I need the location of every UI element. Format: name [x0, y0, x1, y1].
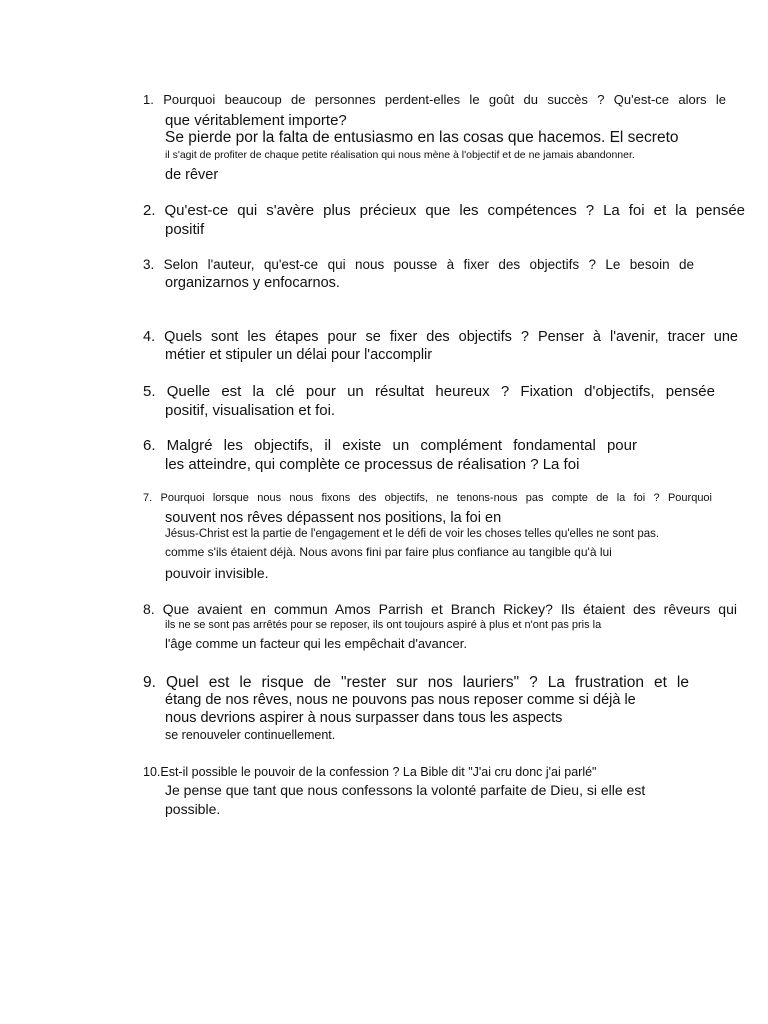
- answer-1-line-3: de rêver: [165, 167, 219, 183]
- question-5-line-1: 5. Quelle est la clé pour un résultat heureux ? Fixation d'objectifs, pensée: [143, 383, 715, 400]
- answer-10-line-2: possible.: [165, 801, 221, 817]
- answer-9-line-2: nous devrions aspirer à nous surpasser dans tous les aspects: [165, 710, 563, 726]
- answer-8-line-1: ils ne se sont pas arrêtés pour se reposer, ils ont toujours aspiré à plus et n'ont pas pris la: [165, 619, 602, 631]
- answer-9-line-3: se renouveler continuellement.: [165, 728, 336, 742]
- question-1-line-1: 1. Pourquoi beaucoup de personnes perdent-elles le goût du succès ? Qu'est-ce alors le: [143, 92, 726, 107]
- question-7-line-1: 7. Pourquoi lorsque nous nous fixons des objectifs, ne tenons-nous pas compte de la foi ? Pourquoi: [143, 492, 712, 504]
- question-6-line-1: 6. Malgré les objectifs, il existe un complément fondamental pour: [143, 437, 637, 454]
- question-1-line-2: que véritablement importe?: [165, 112, 347, 129]
- question-10-line-1: 10.Est-il possible le pouvoir de la confession ? La Bible dit "J'ai cru donc j'ai parlé": [143, 765, 597, 779]
- question-8-line-1: 8. Que avaient en commun Amos Parrish et Branch Rickey? Ils étaient des rêveurs qui: [143, 601, 737, 617]
- question-3-line-2: organizarnos y enfocarnos.: [165, 275, 340, 291]
- question-5-line-2: positif, visualisation et foi.: [165, 402, 336, 419]
- answer-8-line-2: l'âge comme un facteur qui les empêchait d'avancer.: [165, 636, 467, 651]
- answer-7-line-1: souvent nos rêves dépassent nos positions, la foi en: [165, 510, 502, 526]
- answer-7-line-2: Jésus-Christ est la partie de l'engagement et le défi de voir les choses telles qu'elles ne sont pas.: [165, 528, 660, 540]
- question-2-line-1: 2. Qu'est-ce qui s'avère plus précieux que les compétences ? La foi et la pensée: [143, 202, 745, 219]
- answer-7-line-4: pouvoir invisible.: [165, 565, 269, 581]
- answer-1-line-2: il s'agit de profiter de chaque petite réalisation qui nous mène à l'objectif et de ne jamais abandonner.: [165, 149, 635, 161]
- question-4-line-2: métier et stipuler un délai pour l'accomplir: [165, 347, 433, 363]
- question-3-line-1: 3. Selon l'auteur, qu'est-ce qui nous pousse à fixer des objectifs ? Le besoin de: [143, 257, 694, 272]
- answer-7-line-3: comme s'ils étaient déjà. Nous avons fini par faire plus confiance au tangible qu'à lui: [165, 545, 612, 559]
- question-9-line-1: 9. Quel est le risque de "rester sur nos lauriers" ? La frustration et le: [143, 674, 689, 691]
- question-4-line-1: 4. Quels sont les étapes pour se fixer des objectifs ? Penser à l'avenir, tracer une: [143, 329, 738, 345]
- question-6-line-2: les atteindre, qui complète ce processus de réalisation ? La foi: [165, 456, 580, 473]
- answer-10-line-1: Je pense que tant que nous confessons la volonté parfaite de Dieu, si elle est: [165, 782, 646, 798]
- answer-1-line-1: Se pierde por la falta de entusiasmo en las cosas que hacemos. El secreto: [165, 129, 679, 146]
- answer-9-line-1: étang de nos rêves, nous ne pouvons pas nous reposer comme si déjà le: [165, 692, 636, 708]
- question-2-line-2: positif: [165, 221, 205, 238]
